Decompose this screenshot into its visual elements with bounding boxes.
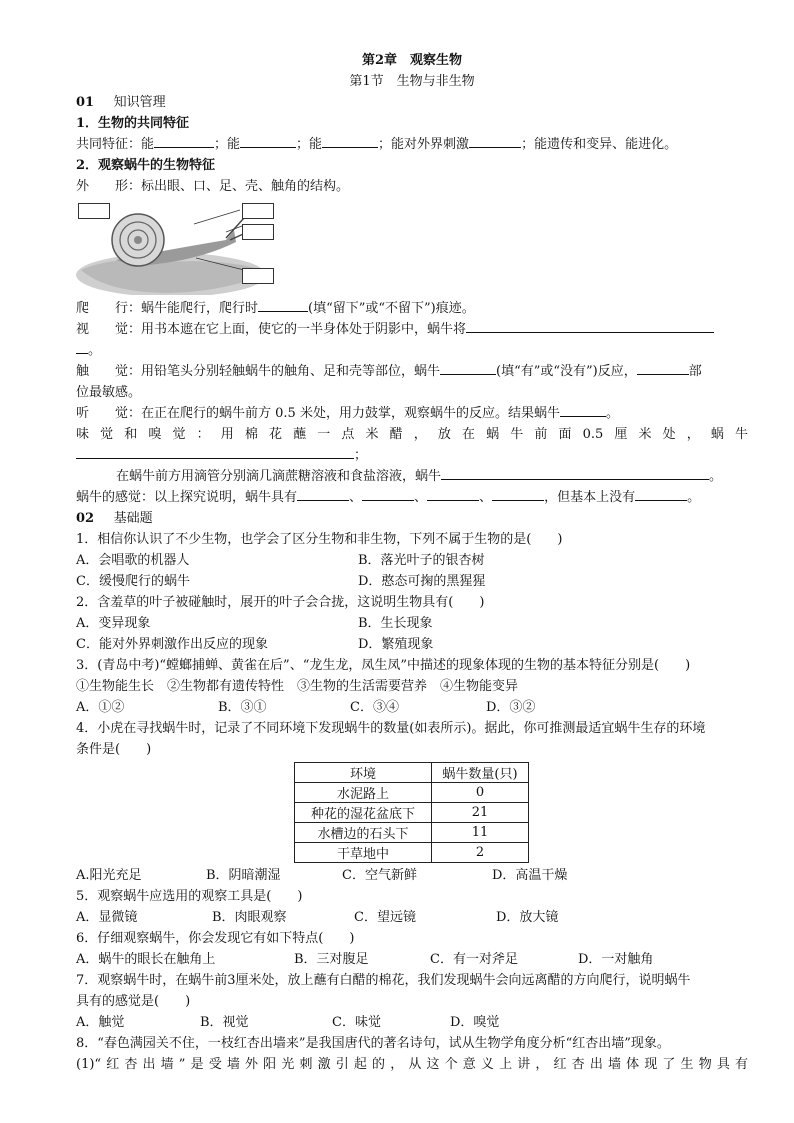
q3-items: ①生物能生长 ②生物都有遗传特性 ③生物的生活需要营养 ④生物能变异 [76, 679, 519, 694]
table-row [295, 843, 529, 863]
option[interactable]: C．能对外界刺激作出反应的现象 [76, 637, 268, 652]
option[interactable]: A．变异现象 [76, 616, 151, 631]
table-row [295, 823, 529, 843]
worksheet-page [76, 50, 748, 1075]
option[interactable]: B．视觉 [200, 1015, 249, 1030]
hear-text: 听 觉：在正在爬行的蜗牛前方 0.5 米处，用力鼓掌，观察蜗牛的反应。结果蜗牛 [76, 406, 560, 421]
option[interactable]: A．①② [76, 700, 125, 715]
q5-stem: 5．观察蜗牛应选用的观察工具是( ) [76, 889, 303, 904]
option[interactable]: B．三对腹足 [294, 952, 369, 967]
q1-options-row1 [76, 550, 748, 571]
taste2-text: 在蜗牛前方用滴管分别滴几滴蔗糖溶液和食盐溶液，蜗牛 [116, 469, 442, 484]
blank[interactable] [469, 134, 521, 148]
q7-stem-2: 具有的感觉是( ) [76, 994, 191, 1009]
taste-end: ； [354, 448, 368, 463]
option[interactable]: C．有一对斧足 [430, 952, 518, 967]
crawl-hint: (填“留下”或“不留下”)痕迹。 [308, 301, 475, 316]
blank[interactable] [441, 466, 709, 480]
touch-line [76, 361, 748, 382]
option[interactable]: D．繁殖现象 [358, 637, 434, 652]
sense-text-2: ，但基本上没有 [544, 490, 636, 505]
q2-options-row1 [76, 613, 748, 634]
sense-end: 。 [687, 490, 701, 505]
q6-options [76, 949, 748, 970]
option[interactable]: A．会唱歌的机器人 [76, 553, 190, 568]
table-cell: 21 [432, 803, 529, 823]
q2-options-row2 [76, 634, 748, 655]
option[interactable]: D．③② [486, 700, 536, 715]
part2-header [76, 508, 748, 529]
blank[interactable] [76, 340, 88, 354]
option[interactable]: B．③① [218, 700, 267, 715]
q3-options [76, 697, 748, 718]
section-title: 第1节 生物与非生物 [349, 74, 475, 89]
vision-text: 视 觉：用书本遮在它上面，使它的一半身体处于阴影中，蜗牛将 [76, 322, 467, 337]
label-box[interactable] [242, 268, 274, 284]
taste-line-2 [76, 445, 748, 466]
blank[interactable] [637, 361, 689, 375]
blank[interactable] [427, 487, 479, 501]
blank[interactable] [635, 487, 687, 501]
vision-line [76, 319, 748, 340]
shape-line: 外 形：标出眼、口、足、壳、触角的结构。 [76, 179, 350, 194]
k1-text-5: ；能遗传和变异、能进化。 [521, 137, 678, 152]
hear-line [76, 403, 748, 424]
option[interactable]: C．③④ [350, 700, 399, 715]
blank[interactable] [492, 487, 544, 501]
k1-heading: 1．生物的共同特征 [76, 116, 190, 131]
q6-stem: 6．仔细观察蜗牛，你会发现它有如下特点( ) [76, 931, 355, 946]
option[interactable]: B．落光叶子的银杏树 [358, 553, 485, 568]
table-cell: 0 [432, 783, 529, 803]
q5-options [76, 907, 748, 928]
sense-line [76, 487, 748, 508]
sep: 、 [479, 490, 493, 505]
option[interactable]: A．显微镜 [76, 910, 138, 925]
taste2-end: 。 [709, 469, 723, 484]
touch-line-2: 位最敏感。 [76, 385, 142, 400]
option[interactable]: B．阴暗潮湿 [206, 868, 281, 883]
blank[interactable] [240, 134, 296, 148]
option[interactable]: C．空气新鲜 [342, 868, 417, 883]
option[interactable]: D．放大镜 [496, 910, 559, 925]
q4-stem-1: 4．小虎在寻找蜗牛时，记录了不同环境下发现蜗牛的数量(如表所示)。据此，你可推测最适宜蜗牛生存的环境 [76, 721, 706, 736]
blank[interactable] [560, 403, 606, 417]
q2-stem: 2．含羞草的叶子被碰触时，展开的叶子会合拢，这说明生物具有( ) [76, 595, 485, 610]
k1-text-3: ；能 [296, 137, 323, 152]
k1-text-2: ；能 [214, 137, 241, 152]
table-cell: 2 [432, 843, 529, 863]
table-header: 蜗牛数量(只) [432, 763, 529, 783]
blank[interactable] [297, 487, 349, 501]
touch-text: 触 觉：用铅笔头分别轻触蜗牛的触角、足和壳等部位，蜗牛 [76, 364, 441, 379]
table-cell: 水泥路上 [295, 783, 432, 803]
crawl-text: 爬 行：蜗牛能爬行，爬行时 [76, 301, 259, 316]
k1-features [76, 134, 748, 155]
option[interactable]: C．缓慢爬行的蜗牛 [76, 574, 190, 589]
label-box[interactable] [242, 224, 274, 240]
table-row [295, 783, 529, 803]
touch-hint: (填“有”或“没有”)反应， [496, 364, 637, 379]
k1-text-1: 共同特征：能 [76, 137, 155, 152]
label-box[interactable] [242, 203, 274, 219]
chapter-title: 第2章 观察生物 [361, 53, 463, 68]
vision-line-2 [76, 340, 748, 361]
sep: 、 [414, 490, 428, 505]
part2-number: 02 [76, 511, 95, 526]
option[interactable]: C．望远镜 [354, 910, 416, 925]
q7-options [76, 1012, 748, 1033]
table-cell: 干草地中 [295, 843, 432, 863]
q1-stem: 1．相信你认识了不少生物，也学会了区分生物和非生物，下列不属于生物的是( ) [76, 532, 563, 547]
option[interactable]: C．味觉 [332, 1015, 381, 1030]
snail-figure [76, 200, 276, 295]
option[interactable]: B．肉眼观察 [212, 910, 287, 925]
blank[interactable] [322, 134, 378, 148]
option[interactable]: D．憨态可掬的黑猩猩 [358, 574, 486, 589]
q4-stem-2: 条件是( ) [76, 742, 152, 757]
option[interactable]: A．蜗牛的眼长在触角上 [76, 952, 216, 967]
q8-stem: 8．“春色满园关不住，一枝红杏出墙来”是我国唐代的著名诗句，试从生物学角度分析“红杏出墙”现象。 [76, 1036, 670, 1051]
sep: 、 [349, 490, 363, 505]
table-cell: 11 [432, 823, 529, 843]
option[interactable]: D．嗅觉 [450, 1015, 500, 1030]
table-header: 环境 [295, 763, 432, 783]
k2-heading: 2．观察蜗牛的生物特征 [76, 158, 216, 173]
blank[interactable] [466, 319, 714, 333]
k1-text-4: ；能对外界刺激 [378, 137, 470, 152]
blank[interactable] [154, 134, 214, 148]
table-header-row [295, 763, 529, 783]
table-row [295, 803, 529, 823]
touch-tail: 部 [688, 364, 702, 379]
q8-sub1: (1)“红杏出墙”是受墙外阳光刺激引起的，从这个意义上讲，红杏出墙体现了生物具有 [76, 1057, 748, 1072]
q7-stem-1: 7．观察蜗牛时，在蜗牛前3厘米处，放上蘸有白醋的棉花，我们发现蜗牛会向远离醋的方向爬行，说明蜗牛 [76, 973, 691, 988]
table-cell: 种花的湿花盆底下 [295, 803, 432, 823]
q3-stem: 3．(青岛中考)“螳螂捕蝉、黄雀在后”、“龙生龙，凤生凤”中描述的现象体现的生物的基本特征分别是( ) [76, 658, 691, 673]
part2-label: 基础题 [113, 511, 153, 526]
option[interactable]: A.阳光充足 [76, 868, 142, 883]
taste2-line [76, 466, 748, 487]
blank[interactable] [440, 361, 496, 375]
label-box[interactable] [78, 203, 110, 219]
taste-line: 味觉和嗅觉：用棉花蘸一点米醋，放在蜗牛前面0.5厘米处，蜗牛 [76, 427, 748, 442]
option[interactable]: D．高温干燥 [492, 868, 568, 883]
blank[interactable] [258, 298, 308, 312]
part1-header [76, 92, 748, 113]
option[interactable]: A．触觉 [76, 1015, 125, 1030]
option[interactable]: D．一对触角 [578, 952, 654, 967]
q1-options-row2 [76, 571, 748, 592]
blank[interactable] [76, 445, 354, 459]
part1-label: 知识管理 [113, 95, 166, 110]
sense-text: 蜗牛的感觉：以上探究说明，蜗牛具有 [76, 490, 298, 505]
crawl-line [76, 298, 748, 319]
snail-count-table [294, 762, 529, 863]
blank[interactable] [362, 487, 414, 501]
table-cell: 水槽边的石头下 [295, 823, 432, 843]
vision-end: 。 [88, 343, 102, 358]
hear-end: 。 [605, 406, 619, 421]
q4-options [76, 865, 748, 886]
part1-number: 01 [76, 95, 95, 110]
option[interactable]: B．生长现象 [358, 616, 433, 631]
